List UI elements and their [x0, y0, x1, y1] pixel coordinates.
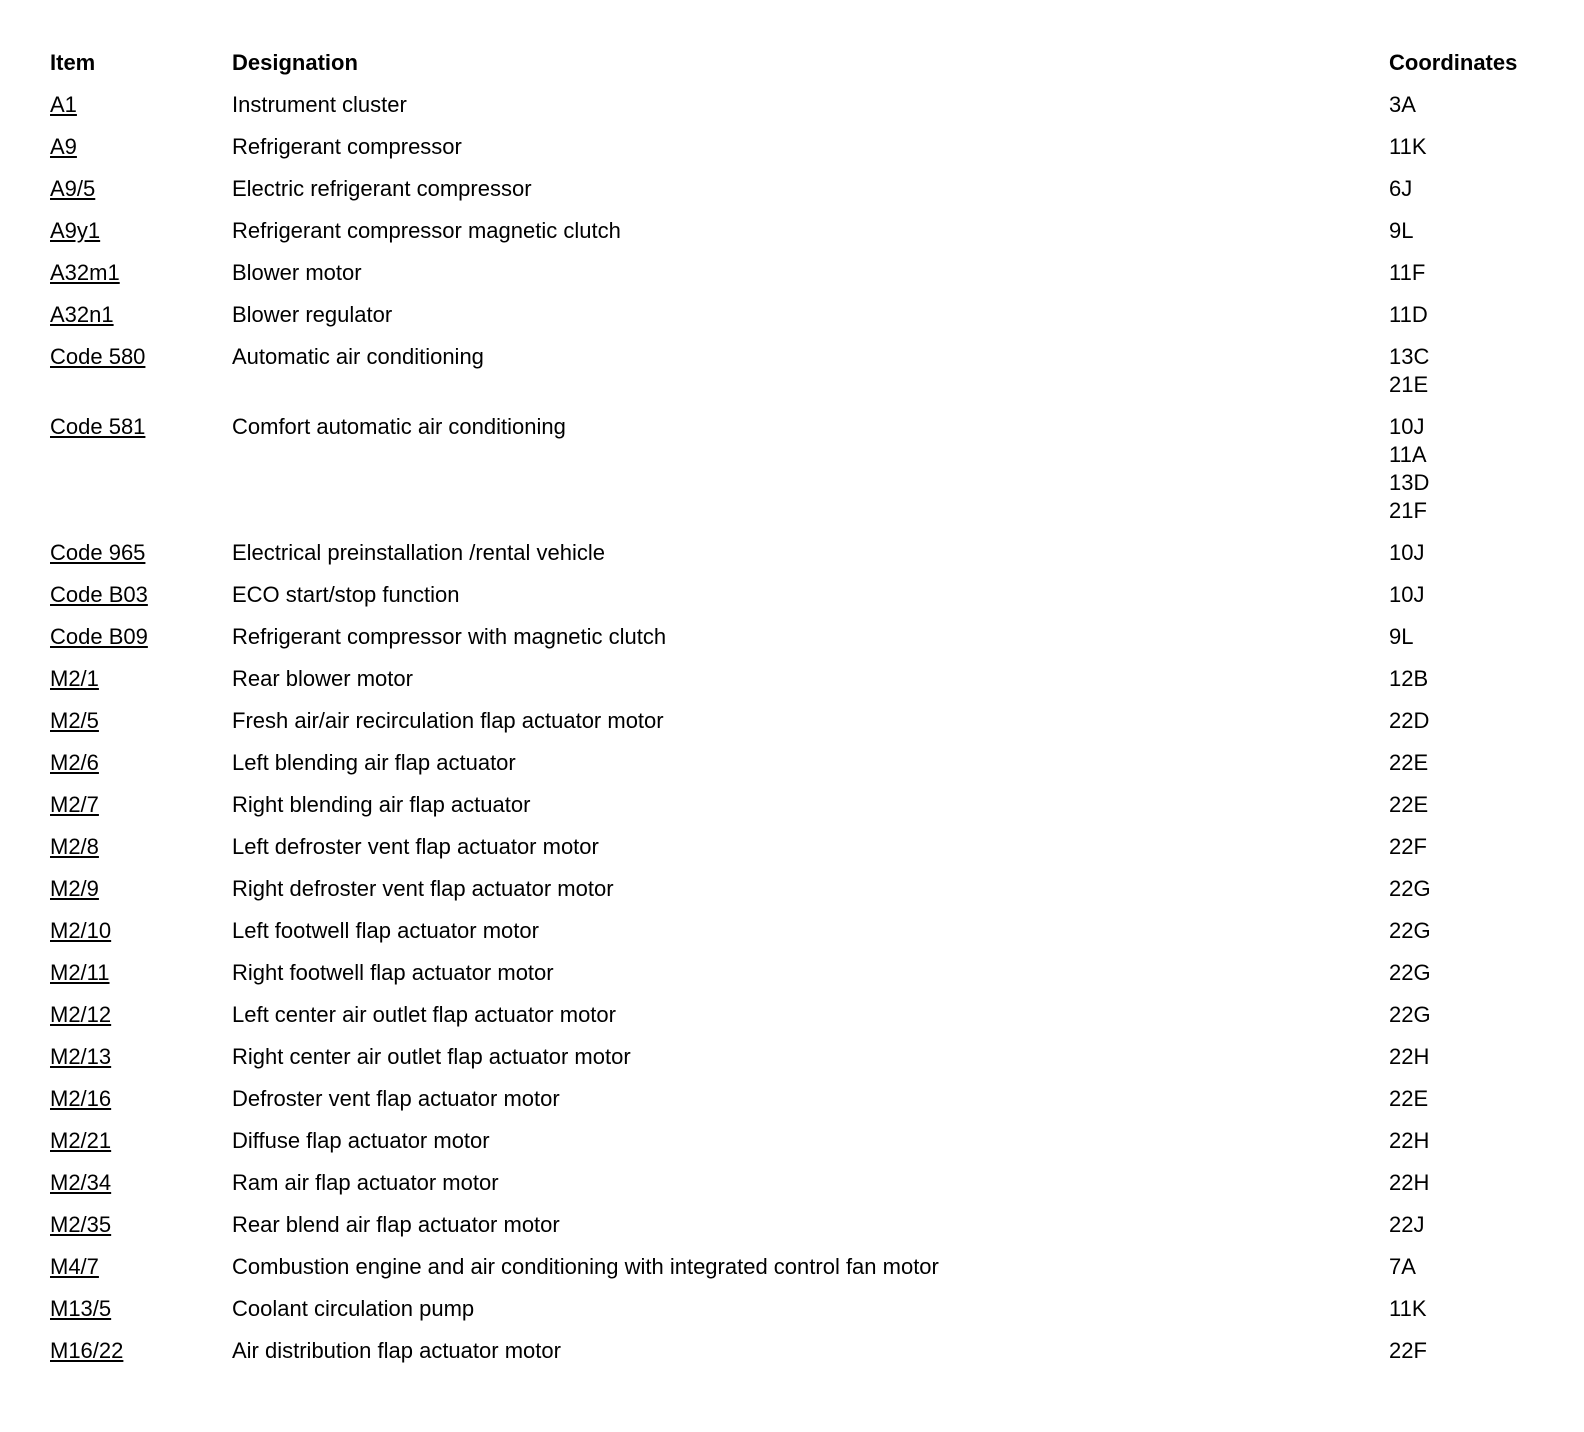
coordinates-cell: [1389, 133, 1539, 175]
coordinate-value: 11F: [1389, 260, 1426, 285]
item-link[interactable]: M2/1: [50, 666, 99, 691]
table-row: [50, 1337, 1539, 1379]
table-body: [50, 91, 1539, 1379]
table-row: [50, 707, 1539, 749]
coordinates-cell: [1389, 959, 1539, 1001]
coordinate-value: 6J: [1389, 176, 1413, 201]
table-row: [50, 259, 1539, 301]
item-link[interactable]: M13/5: [50, 1296, 112, 1321]
item-cell: [50, 1169, 232, 1211]
table-row: [50, 343, 1539, 413]
item-cell: [50, 539, 232, 581]
coordinate-value: 22J: [1389, 1212, 1425, 1237]
table-row: [50, 217, 1539, 259]
coordinate-value: 11K: [1389, 134, 1427, 159]
designation-cell: Refrigerant compressor with magnetic clutch: [232, 624, 667, 649]
table-row: [50, 1295, 1539, 1337]
table-row: [50, 1211, 1539, 1253]
item-link[interactable]: M2/5: [50, 708, 99, 733]
item-link[interactable]: A32m1: [50, 260, 120, 285]
table-row: [50, 1043, 1539, 1085]
table-row: [50, 91, 1539, 133]
designation-cell: Left center air outlet flap actuator motor: [232, 1002, 616, 1027]
coordinate-value: 22G: [1389, 960, 1431, 985]
item-cell: [50, 175, 232, 217]
coordinate-value: 22G: [1389, 876, 1431, 901]
header-item: Item: [50, 50, 96, 75]
coordinate-value: 22E: [1389, 792, 1429, 817]
item-cell: [50, 665, 232, 707]
designation-cell: Refrigerant compressor magnetic clutch: [232, 218, 621, 243]
item-link[interactable]: Code B03: [50, 582, 148, 607]
coordinate-value: 11K: [1389, 1296, 1427, 1321]
table-row: [50, 1127, 1539, 1169]
item-cell: [50, 959, 232, 1001]
item-cell: [50, 623, 232, 665]
coordinate-value: 13D: [1389, 470, 1430, 495]
item-cell: [50, 833, 232, 875]
coordinate-value: 22G: [1389, 918, 1431, 943]
item-cell: [50, 1127, 232, 1169]
coordinates-cell: [1389, 1295, 1539, 1337]
table-row: [50, 665, 1539, 707]
designation-cell: Right footwell flap actuator motor: [232, 960, 554, 985]
table-row: [50, 623, 1539, 665]
item-link[interactable]: M2/11: [50, 960, 110, 985]
coordinate-value: 22E: [1389, 750, 1429, 775]
table-row: [50, 175, 1539, 217]
item-link[interactable]: M2/35: [50, 1212, 112, 1237]
coordinates-cell: [1389, 413, 1539, 539]
coordinates-cell: [1389, 301, 1539, 343]
coordinates-cell: [1389, 1169, 1539, 1211]
table-row: [50, 833, 1539, 875]
designation-cell: Refrigerant compressor: [232, 134, 462, 159]
table-header-row: [50, 49, 1539, 91]
item-cell: [50, 917, 232, 959]
item-link[interactable]: M4/7: [50, 1254, 99, 1279]
item-cell: [50, 1337, 232, 1379]
coordinate-value: 12B: [1389, 666, 1429, 691]
designation-cell: Comfort automatic air conditioning: [232, 414, 566, 439]
coordinate-value: 7A: [1389, 1254, 1416, 1279]
designation-cell: ECO start/stop function: [232, 582, 460, 607]
coordinates-cell: [1389, 1253, 1539, 1295]
item-link[interactable]: M2/12: [50, 1002, 112, 1027]
coordinate-value: 22D: [1389, 708, 1430, 733]
designation-cell: Electrical preinstallation /rental vehicle: [232, 540, 605, 565]
coordinate-value: 22F: [1389, 834, 1427, 859]
item-link[interactable]: A1: [50, 92, 77, 117]
designation-cell: Fresh air/air recirculation flap actuator motor: [232, 708, 664, 733]
coordinate-value: 11D: [1389, 302, 1428, 327]
item-link[interactable]: Code 581: [50, 414, 146, 439]
item-link[interactable]: M2/7: [50, 792, 99, 817]
coordinate-value: 10J: [1389, 582, 1425, 607]
table-row: [50, 539, 1539, 581]
table-row: [50, 959, 1539, 1001]
table-row: [50, 791, 1539, 833]
coordinate-value: 22H: [1389, 1044, 1430, 1069]
table-row: [50, 1085, 1539, 1127]
coordinate-value: 13C: [1389, 344, 1430, 369]
coordinate-value: 3A: [1389, 92, 1416, 117]
coordinate-value: 21F: [1389, 498, 1427, 523]
item-link[interactable]: M2/21: [50, 1128, 112, 1153]
item-link[interactable]: M2/8: [50, 834, 99, 859]
coordinates-cell: [1389, 707, 1539, 749]
item-link[interactable]: A9y1: [50, 218, 101, 243]
item-cell: [50, 749, 232, 791]
table-row: [50, 1001, 1539, 1043]
coordinates-cell: [1389, 665, 1539, 707]
item-cell: [50, 875, 232, 917]
item-cell: [50, 791, 232, 833]
coordinates-cell: [1389, 623, 1539, 665]
designation-cell: Blower motor: [232, 260, 362, 285]
table-row: [50, 581, 1539, 623]
item-cell: [50, 1295, 232, 1337]
header-coordinates: Coordinates: [1389, 50, 1518, 75]
coordinate-value: 9L: [1389, 218, 1414, 243]
item-cell: [50, 1043, 232, 1085]
table-row: [50, 413, 1539, 539]
coordinates-cell: [1389, 259, 1539, 301]
item-link[interactable]: Code 965: [50, 540, 146, 565]
item-link[interactable]: Code 580: [50, 344, 146, 369]
item-cell: [50, 581, 232, 623]
coordinate-value: 10J: [1389, 414, 1425, 439]
item-link[interactable]: M2/16: [50, 1086, 112, 1111]
table-row: [50, 1169, 1539, 1211]
item-link[interactable]: M16/22: [50, 1338, 124, 1363]
table-row: [50, 301, 1539, 343]
designation-cell: Left defroster vent flap actuator motor: [232, 834, 599, 859]
designation-cell: Left footwell flap actuator motor: [232, 918, 539, 943]
table-row: [50, 749, 1539, 791]
designation-cell: Right center air outlet flap actuator motor: [232, 1044, 631, 1069]
coordinates-cell: [1389, 1001, 1539, 1043]
coordinates-cell: [1389, 1127, 1539, 1169]
coordinates-cell: [1389, 1043, 1539, 1085]
item-cell: [50, 133, 232, 175]
designation-cell: Coolant circulation pump: [232, 1296, 475, 1321]
coordinate-value: 9L: [1389, 624, 1414, 649]
coordinate-value: 22G: [1389, 1002, 1431, 1027]
coordinates-cell: [1389, 875, 1539, 917]
item-cell: [50, 301, 232, 343]
component-legend-table: [50, 49, 1539, 1379]
item-cell: [50, 1211, 232, 1253]
item-link[interactable]: M2/6: [50, 750, 99, 775]
item-link[interactable]: M2/9: [50, 876, 99, 901]
item-cell: [50, 1001, 232, 1043]
coordinate-value: 10J: [1389, 540, 1425, 565]
designation-cell: Automatic air conditioning: [232, 344, 484, 369]
item-link[interactable]: A9: [50, 134, 77, 159]
item-link[interactable]: A9/5: [50, 176, 96, 201]
coordinates-cell: [1389, 749, 1539, 791]
item-cell: [50, 259, 232, 301]
coordinates-cell: [1389, 91, 1539, 133]
designation-cell: Defroster vent flap actuator motor: [232, 1086, 560, 1111]
designation-cell: Left blending air flap actuator: [232, 750, 516, 775]
designation-cell: Diffuse flap actuator motor: [232, 1128, 490, 1153]
coordinates-cell: [1389, 917, 1539, 959]
table-row: [50, 1253, 1539, 1295]
coordinates-cell: [1389, 1085, 1539, 1127]
item-cell: [50, 1253, 232, 1295]
item-cell: [50, 343, 232, 413]
designation-cell: Rear blower motor: [232, 666, 413, 691]
coordinates-cell: [1389, 1211, 1539, 1253]
coordinates-cell: [1389, 343, 1539, 413]
designation-cell: Ram air flap actuator motor: [232, 1170, 499, 1195]
item-link[interactable]: Code B09: [50, 624, 148, 649]
coordinate-value: 11A: [1389, 442, 1427, 467]
item-cell: [50, 413, 232, 539]
coordinates-cell: [1389, 539, 1539, 581]
coordinate-value: 22F: [1389, 1338, 1427, 1363]
item-link[interactable]: M2/10: [50, 918, 112, 943]
coordinates-cell: [1389, 833, 1539, 875]
designation-cell: Instrument cluster: [232, 92, 407, 117]
designation-cell: Blower regulator: [232, 302, 393, 327]
designation-cell: Right blending air flap actuator: [232, 792, 531, 817]
coordinates-cell: [1389, 175, 1539, 217]
header-designation: Designation: [232, 50, 358, 75]
coordinates-cell: [1389, 1337, 1539, 1379]
coordinate-value: 22H: [1389, 1170, 1430, 1195]
coordinates-cell: [1389, 581, 1539, 623]
designation-cell: Rear blend air flap actuator motor: [232, 1212, 560, 1237]
coordinate-value: 21E: [1389, 372, 1429, 397]
coordinate-value: 22E: [1389, 1086, 1429, 1111]
table-row: [50, 133, 1539, 175]
coordinates-cell: [1389, 217, 1539, 259]
designation-cell: Right defroster vent flap actuator motor: [232, 876, 614, 901]
coordinate-value: 22H: [1389, 1128, 1430, 1153]
coordinates-cell: [1389, 791, 1539, 833]
item-cell: [50, 217, 232, 259]
item-link[interactable]: A32n1: [50, 302, 114, 327]
table-row: [50, 917, 1539, 959]
item-cell: [50, 1085, 232, 1127]
designation-cell: Combustion engine and air conditioning with integrated control fan motor: [232, 1254, 939, 1279]
designation-cell: Air distribution flap actuator motor: [232, 1338, 561, 1363]
item-cell: [50, 91, 232, 133]
item-link[interactable]: M2/13: [50, 1044, 112, 1069]
table-row: [50, 875, 1539, 917]
item-cell: [50, 707, 232, 749]
designation-cell: Electric refrigerant compressor: [232, 176, 532, 201]
item-link[interactable]: M2/34: [50, 1170, 112, 1195]
